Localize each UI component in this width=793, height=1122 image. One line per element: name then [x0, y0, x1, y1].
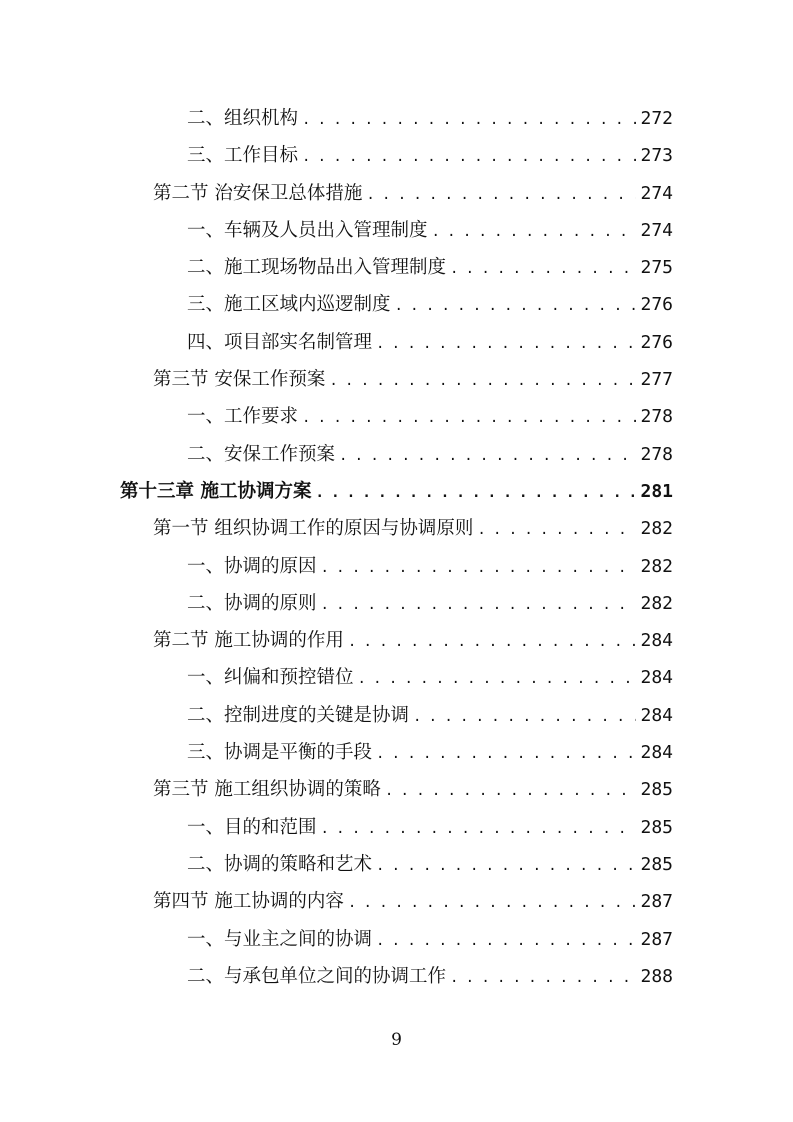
toc-subsection-entry[interactable]	[0, 585, 793, 622]
toc-section-entry[interactable]	[0, 175, 793, 212]
toc-entry-page: 272	[640, 108, 673, 129]
toc-section-entry[interactable]	[0, 510, 793, 547]
toc-entry-page: 284	[640, 704, 673, 726]
toc-dot-leader	[477, 512, 636, 549]
toc-dot-leader	[321, 587, 637, 624]
toc-entry-title: 三、协调是平衡的手段	[187, 742, 373, 764]
toc-entry-page: 274	[640, 219, 673, 241]
toc-entry-page: 276	[640, 331, 673, 353]
toc-entry-page: 282	[640, 592, 673, 614]
table-of-contents	[0, 100, 793, 995]
toc-subsection-entry[interactable]	[0, 398, 793, 435]
toc-subsection-entry[interactable]	[0, 249, 793, 286]
toc-entry-page: 285	[640, 779, 673, 801]
toc-entry-page: 287	[640, 891, 673, 913]
toc-subsection-entry[interactable]	[0, 958, 793, 995]
toc-entry-title: 二、控制进度的关键是协调	[187, 704, 410, 726]
toc-section-entry[interactable]	[0, 771, 793, 808]
toc-entry-title: 三、施工区域内巡逻制度	[187, 294, 391, 316]
toc-dot-leader	[376, 736, 636, 773]
toc-subsection-entry[interactable]	[0, 846, 793, 883]
toc-dot-leader	[376, 326, 636, 363]
toc-entry-page: 278	[640, 406, 673, 428]
toc-entry-page: 278	[640, 443, 673, 465]
toc-section-entry[interactable]	[0, 883, 793, 920]
toc-entry-title: 一、工作要求	[187, 406, 299, 428]
toc-dot-leader	[432, 214, 637, 251]
toc-subsection-entry[interactable]	[0, 212, 793, 249]
toc-entry-page: 282	[640, 518, 673, 540]
toc-entry-page: 282	[640, 555, 673, 577]
toc-entry-page: 287	[640, 928, 673, 950]
toc-entry-page: 275	[640, 257, 673, 279]
toc-subsection-entry[interactable]	[0, 734, 793, 771]
toc-dot-leader	[450, 960, 636, 997]
toc-entry-title: 第四节 施工协调的内容	[153, 891, 344, 913]
toc-entry-title: 一、车辆及人员出入管理制度	[187, 219, 428, 241]
toc-subsection-entry[interactable]	[0, 921, 793, 958]
toc-entry-title: 第一节 组织协调工作的原因与协调原则	[153, 518, 474, 540]
toc-dot-leader	[321, 550, 637, 587]
toc-entry-page: 284	[640, 742, 673, 764]
toc-entry-title: 二、协调的原则	[187, 592, 317, 614]
toc-entry-title: 第二节 施工协调的作用	[153, 630, 344, 652]
toc-subsection-entry[interactable]	[0, 436, 793, 473]
toc-dot-leader	[358, 661, 637, 698]
toc-dot-leader	[348, 885, 637, 922]
toc-entry-page: 274	[640, 182, 673, 204]
toc-entry-title: 第三节 安保工作预案	[153, 369, 326, 391]
toc-dot-leader	[302, 400, 636, 437]
toc-entry-title: 第三节 施工组织协调的策略	[153, 779, 381, 801]
toc-section-entry[interactable]	[0, 361, 793, 398]
toc-dot-leader	[321, 811, 637, 848]
toc-section-entry[interactable]	[0, 622, 793, 659]
toc-entry-title: 二、安保工作预案	[187, 443, 336, 465]
toc-dot-leader	[385, 773, 637, 810]
toc-dot-leader	[315, 475, 636, 512]
toc-entry-page: 273	[640, 145, 673, 167]
toc-entry-page: 284	[640, 630, 673, 652]
toc-dot-leader	[450, 251, 636, 288]
toc-entry-page: 281	[640, 480, 673, 502]
toc-subsection-entry[interactable]	[0, 100, 793, 137]
toc-dot-leader	[302, 139, 636, 176]
toc-dot-leader	[329, 363, 636, 400]
toc-entry-title: 四、项目部实名制管理	[187, 331, 373, 353]
toc-dot-leader	[366, 177, 636, 214]
toc-entry-page: 277	[640, 369, 673, 391]
toc-subsection-entry[interactable]	[0, 137, 793, 174]
toc-subsection-entry[interactable]	[0, 324, 793, 361]
toc-entry-title: 第十三章 施工协调方案	[120, 480, 312, 502]
toc-dot-leader	[395, 288, 637, 325]
toc-dot-leader	[413, 699, 636, 736]
toc-entry-page: 276	[640, 294, 673, 316]
toc-entry-title: 一、与业主之间的协调	[187, 928, 373, 950]
toc-entry-page: 285	[640, 853, 673, 875]
toc-subsection-entry[interactable]	[0, 659, 793, 696]
toc-dot-leader	[339, 438, 636, 475]
toc-entry-title: 二、组织机构	[187, 108, 299, 129]
toc-entry-title: 第二节 治安保卫总体措施	[153, 182, 363, 204]
toc-entry-page: 285	[640, 816, 673, 838]
toc-entry-title: 三、工作目标	[187, 145, 299, 167]
toc-dot-leader	[302, 102, 636, 139]
toc-entry-title: 二、施工现场物品出入管理制度	[187, 257, 447, 279]
toc-entry-title: 一、目的和范围	[187, 816, 317, 838]
toc-subsection-entry[interactable]	[0, 809, 793, 846]
toc-entry-title: 二、与承包单位之间的协调工作	[187, 965, 447, 987]
toc-subsection-entry[interactable]	[0, 286, 793, 323]
toc-subsection-entry[interactable]	[0, 548, 793, 585]
toc-entry-page: 284	[640, 667, 673, 689]
footer-page-number: 9	[391, 1030, 402, 1050]
toc-entry-title: 二、协调的策略和艺术	[187, 853, 373, 875]
toc-entry-title: 一、纠偏和预控错位	[187, 667, 354, 689]
toc-subsection-entry[interactable]	[0, 697, 793, 734]
toc-entry-page: 288	[640, 965, 673, 987]
toc-dot-leader	[376, 923, 636, 960]
toc-chapter-entry[interactable]	[0, 473, 793, 510]
toc-dot-leader	[376, 848, 636, 885]
toc-dot-leader	[348, 624, 637, 661]
toc-entry-title: 一、协调的原因	[187, 555, 317, 577]
